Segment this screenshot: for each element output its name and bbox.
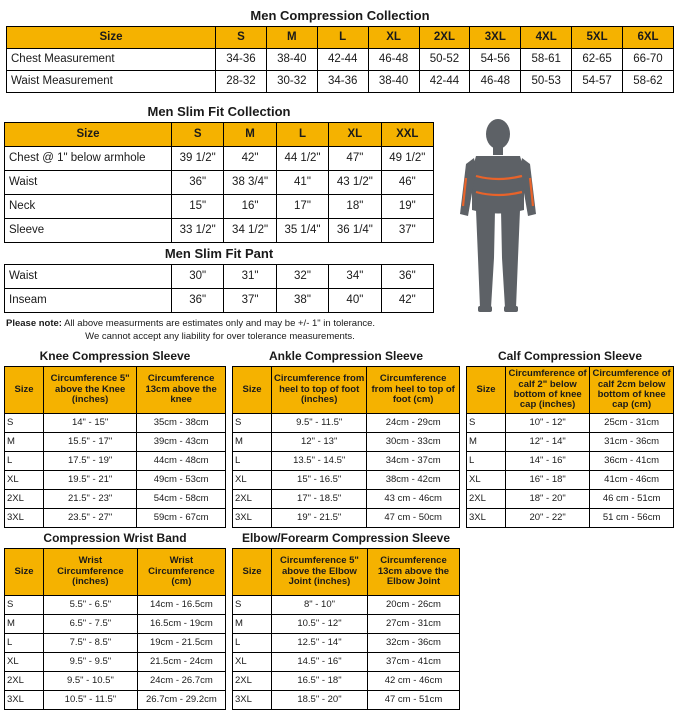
cell: 25cm - 31cm <box>590 414 674 433</box>
table-row <box>5 490 226 509</box>
cell: 40" <box>329 289 381 313</box>
cell: 12" - 14" <box>506 433 590 452</box>
row-label: 2XL <box>467 490 506 509</box>
row-label: M <box>233 615 272 634</box>
cell: 20cm - 26cm <box>367 596 459 615</box>
elbow-sleeve-section <box>232 530 460 710</box>
col-header: Wrist Circumference (inches) <box>44 549 138 596</box>
table-header-row <box>233 549 460 596</box>
table-row <box>233 414 460 433</box>
cell: 46-48 <box>470 71 521 93</box>
cell: 10.5" - 11.5" <box>44 691 138 710</box>
cell: 24cm - 29cm <box>367 414 460 433</box>
cell: 30-32 <box>266 71 317 93</box>
cell: 17" <box>276 195 328 219</box>
table-row <box>5 615 226 634</box>
table-row <box>233 490 460 509</box>
cell: 43 1/2" <box>329 171 381 195</box>
calf-sleeve-title: Calf Compression Sleeve <box>497 349 643 363</box>
cell: 18.5" - 20" <box>272 691 368 710</box>
cell: 54cm - 58cm <box>137 490 226 509</box>
note-line-2: We cannot accept any liability for over tolerance measurements. <box>85 330 355 342</box>
cell: 14" - 16" <box>506 452 590 471</box>
row-label: S <box>5 414 44 433</box>
cell: 35 1/4" <box>276 219 328 243</box>
row-label: XL <box>5 471 44 490</box>
table-header-row <box>5 367 226 414</box>
cell: 47 cm - 50cm <box>367 509 460 528</box>
col-header: 3XL <box>470 27 521 49</box>
ankle-sleeve-title: Ankle Compression Sleeve <box>268 349 424 363</box>
cell: 58-61 <box>521 49 572 71</box>
calf-sleeve-section <box>466 348 674 528</box>
table-row <box>467 471 674 490</box>
cell: 27cm - 31cm <box>367 615 459 634</box>
row-label: S <box>467 414 506 433</box>
col-header: M <box>266 27 317 49</box>
cell: 7.5" - 8.5" <box>44 634 138 653</box>
row-label: L <box>467 452 506 471</box>
row-label: Waist Measurement <box>7 71 216 93</box>
cell: 30cm - 33cm <box>367 433 460 452</box>
cell: 50-53 <box>521 71 572 93</box>
cell: 62-65 <box>572 49 623 71</box>
col-header: XL <box>368 27 419 49</box>
cell: 58-62 <box>623 71 674 93</box>
col-header: S <box>216 27 267 49</box>
cell: 14cm - 16.5cm <box>137 596 225 615</box>
cell: 38 3/4" <box>224 171 276 195</box>
cell: 39 1/2" <box>172 147 224 171</box>
row-label: 3XL <box>5 509 44 528</box>
row-label: Neck <box>5 195 172 219</box>
row-label: Sleeve <box>5 219 172 243</box>
row-label: 2XL <box>233 490 272 509</box>
wrist-band-section <box>4 530 226 710</box>
cell: 33 1/2" <box>172 219 224 243</box>
table-row <box>233 653 460 672</box>
row-label: 2XL <box>5 672 44 691</box>
table-row <box>233 672 460 691</box>
col-header: XXL <box>381 123 433 147</box>
cell: 23.5" - 27" <box>44 509 137 528</box>
col-header: Size <box>7 27 216 49</box>
men-compression-table <box>6 26 674 93</box>
cell: 28-32 <box>216 71 267 93</box>
cell: 31" <box>224 265 276 289</box>
row-label: Chest @ 1" below armhole <box>5 147 172 171</box>
cell: 34-36 <box>216 49 267 71</box>
table-row <box>5 289 434 313</box>
cell: 31cm - 36cm <box>590 433 674 452</box>
table-row <box>5 452 226 471</box>
row-label: 3XL <box>5 691 44 710</box>
cell: 8" - 10" <box>272 596 368 615</box>
cell: 38cm - 42cm <box>367 471 460 490</box>
ankle-sleeve-table <box>232 366 460 528</box>
cell: 32" <box>276 265 328 289</box>
elbow-sleeve-table <box>232 548 460 710</box>
men-slim-fit-title: Men Slim Fit Collection <box>147 104 291 119</box>
cell: 37" <box>381 219 433 243</box>
col-header: 2XL <box>419 27 470 49</box>
cell: 16" <box>224 195 276 219</box>
wrist-band-table <box>4 548 226 710</box>
cell: 19" <box>381 195 433 219</box>
col-header: L <box>317 27 368 49</box>
cell: 36cm - 41cm <box>590 452 674 471</box>
cell: 26.7cm - 29.2cm <box>137 691 225 710</box>
col-header: Circumference 13cm above the Elbow Joint <box>367 549 459 596</box>
cell: 14" - 15" <box>44 414 137 433</box>
cell: 16.5" - 18" <box>272 672 368 691</box>
col-header: Wrist Circumference (cm) <box>137 549 225 596</box>
cell: 66-70 <box>623 49 674 71</box>
row-label: 3XL <box>233 691 272 710</box>
cell: 17.5" - 19" <box>44 452 137 471</box>
cell: 10.5" - 12" <box>272 615 368 634</box>
cell: 51 cm - 56cm <box>590 509 674 528</box>
cell: 34cm - 37cm <box>367 452 460 471</box>
row-label: XL <box>233 653 272 672</box>
row-label: XL <box>467 471 506 490</box>
calf-sleeve-table <box>466 366 674 528</box>
cell: 15.5" - 17" <box>44 433 137 452</box>
cell: 34 1/2" <box>224 219 276 243</box>
col-header: 5XL <box>572 27 623 49</box>
cell: 54-57 <box>572 71 623 93</box>
cell: 18" <box>329 195 381 219</box>
row-label: L <box>5 452 44 471</box>
table-row <box>5 414 226 433</box>
table-row <box>5 147 434 171</box>
table-header-row <box>467 367 674 414</box>
row-label: L <box>233 452 272 471</box>
col-header: Circumference from heel to top of foot (inches) <box>272 367 367 414</box>
col-header: 6XL <box>623 27 674 49</box>
cell: 14.5" - 16" <box>272 653 368 672</box>
cell: 42-44 <box>419 71 470 93</box>
table-row <box>233 471 460 490</box>
cell: 16" - 18" <box>506 471 590 490</box>
cell: 46" <box>381 171 433 195</box>
mannequin-illustration <box>438 118 558 318</box>
col-header: Circumference from heel to top of foot (cm) <box>367 367 460 414</box>
cell: 38-40 <box>266 49 317 71</box>
cell: 18" - 20" <box>506 490 590 509</box>
cell: 46-48 <box>368 49 419 71</box>
row-label: S <box>5 596 44 615</box>
cell: 38" <box>276 289 328 313</box>
col-header: M <box>224 123 276 147</box>
table-header-row <box>5 123 434 147</box>
cell: 15" - 16.5" <box>272 471 367 490</box>
col-header: Circumference 13cm above the knee <box>137 367 226 414</box>
table-row <box>7 49 674 71</box>
cell: 49cm - 53cm <box>137 471 226 490</box>
cell: 36 1/4" <box>329 219 381 243</box>
row-label: S <box>233 414 272 433</box>
cell: 15" <box>172 195 224 219</box>
table-row <box>5 471 226 490</box>
table-row <box>5 672 226 691</box>
mannequin-figure <box>438 118 558 318</box>
row-label: L <box>233 634 272 653</box>
knee-sleeve-section <box>4 348 226 528</box>
men-slim-pant-title: Men Slim Fit Pant <box>164 246 274 261</box>
cell: 49 1/2" <box>381 147 433 171</box>
col-header: 4XL <box>521 27 572 49</box>
table-header-row <box>233 367 460 414</box>
cell: 59cm - 67cm <box>137 509 226 528</box>
cell: 42" <box>381 289 433 313</box>
cell: 47 cm - 51cm <box>367 691 459 710</box>
row-label: M <box>5 615 44 634</box>
cell: 44cm - 48cm <box>137 452 226 471</box>
cell: 17" - 18.5" <box>272 490 367 509</box>
col-header: S <box>172 123 224 147</box>
table-row <box>233 452 460 471</box>
col-header: L <box>276 123 328 147</box>
row-label: Chest Measurement <box>7 49 216 71</box>
table-row <box>5 433 226 452</box>
table-row <box>5 691 226 710</box>
table-row <box>5 653 226 672</box>
ankle-sleeve-section <box>232 348 460 528</box>
men-slim-fit-table <box>4 122 434 243</box>
cell: 32cm - 36cm <box>367 634 459 653</box>
row-label: Waist <box>5 265 172 289</box>
table-header-row <box>7 27 674 49</box>
men-compression-section <box>6 6 674 93</box>
table-row <box>233 509 460 528</box>
cell: 38-40 <box>368 71 419 93</box>
col-header: Circumference of calf 2cm below bottom of knee cap (cm) <box>590 367 674 414</box>
col-header: Circumference 5" above the Knee (inches) <box>44 367 137 414</box>
cell: 43 cm - 46cm <box>367 490 460 509</box>
col-header: XL <box>329 123 381 147</box>
col-header: Circumference 5" above the Elbow Joint (inches) <box>272 549 368 596</box>
men-slim-fit-section <box>4 102 434 243</box>
col-header: Size <box>233 367 272 414</box>
cell: 42" <box>224 147 276 171</box>
cell: 34-36 <box>317 71 368 93</box>
row-label: Waist <box>5 171 172 195</box>
row-label: 3XL <box>467 509 506 528</box>
table-row <box>233 691 460 710</box>
row-label: 2XL <box>233 672 272 691</box>
cell: 10" - 12" <box>506 414 590 433</box>
cell: 30" <box>172 265 224 289</box>
row-label: L <box>5 634 44 653</box>
table-row <box>5 195 434 219</box>
cell: 12" - 13" <box>272 433 367 452</box>
cell: 44 1/2" <box>276 147 328 171</box>
cell: 9.5" - 11.5" <box>272 414 367 433</box>
row-label: XL <box>5 653 44 672</box>
cell: 41cm - 46cm <box>590 471 674 490</box>
cell: 35cm - 38cm <box>137 414 226 433</box>
table-header-row <box>5 549 226 596</box>
cell: 12.5" - 14" <box>272 634 368 653</box>
cell: 46 cm - 51cm <box>590 490 674 509</box>
cell: 36" <box>381 265 433 289</box>
col-header: Size <box>5 123 172 147</box>
table-row <box>5 265 434 289</box>
table-row <box>233 615 460 634</box>
col-header: Circumference of calf 2" below bottom of knee cap (inches) <box>506 367 590 414</box>
col-header: Size <box>5 367 44 414</box>
table-row <box>467 433 674 452</box>
row-label: S <box>233 596 272 615</box>
elbow-sleeve-title: Elbow/Forearm Compression Sleeve <box>241 531 451 545</box>
cell: 39cm - 43cm <box>137 433 226 452</box>
table-row <box>467 414 674 433</box>
wrist-band-title: Compression Wrist Band <box>43 531 187 545</box>
men-compression-title: Men Compression Collection <box>250 8 430 23</box>
cell: 50-52 <box>419 49 470 71</box>
table-row <box>5 509 226 528</box>
col-header: Size <box>233 549 272 596</box>
table-row <box>467 452 674 471</box>
cell: 36" <box>172 289 224 313</box>
table-row <box>233 634 460 653</box>
table-row <box>5 634 226 653</box>
cell: 42-44 <box>317 49 368 71</box>
men-slim-pant-table <box>4 264 434 313</box>
table-row <box>5 596 226 615</box>
knee-sleeve-table <box>4 366 226 528</box>
cell: 47" <box>329 147 381 171</box>
cell: 6.5" - 7.5" <box>44 615 138 634</box>
cell: 19cm - 21.5cm <box>137 634 225 653</box>
cell: 36" <box>172 171 224 195</box>
table-row <box>5 219 434 243</box>
cell: 24cm - 26.7cm <box>137 672 225 691</box>
cell: 41" <box>276 171 328 195</box>
col-header: Size <box>5 549 44 596</box>
cell: 9.5" - 10.5" <box>44 672 138 691</box>
cell: 19" - 21.5" <box>272 509 367 528</box>
note-line-1: All above measurments are estimates only and may be +/- 1" in tolerance. <box>61 318 376 329</box>
cell: 34" <box>329 265 381 289</box>
cell: 9.5" - 9.5" <box>44 653 138 672</box>
table-row <box>467 490 674 509</box>
row-label: 2XL <box>5 490 44 509</box>
cell: 21.5cm - 24cm <box>137 653 225 672</box>
row-label: XL <box>233 471 272 490</box>
note-bold-label: Please note: <box>6 318 62 329</box>
cell: 19.5" - 21" <box>44 471 137 490</box>
row-label: Inseam <box>5 289 172 313</box>
cell: 37" <box>224 289 276 313</box>
row-label: M <box>233 433 272 452</box>
row-label: 3XL <box>233 509 272 528</box>
cell: 21.5" - 23" <box>44 490 137 509</box>
cell: 13.5" - 14.5" <box>272 452 367 471</box>
table-row <box>5 171 434 195</box>
table-row <box>233 596 460 615</box>
table-row <box>7 71 674 93</box>
tolerance-note <box>6 318 434 344</box>
table-row <box>467 509 674 528</box>
row-label: M <box>5 433 44 452</box>
cell: 42 cm - 46cm <box>367 672 459 691</box>
col-header: Size <box>467 367 506 414</box>
cell: 5.5" - 6.5" <box>44 596 138 615</box>
cell: 16.5cm - 19cm <box>137 615 225 634</box>
row-label: M <box>467 433 506 452</box>
cell: 20" - 22" <box>506 509 590 528</box>
cell: 54-56 <box>470 49 521 71</box>
men-slim-pant-section <box>4 244 434 313</box>
table-row <box>233 433 460 452</box>
cell: 37cm - 41cm <box>367 653 459 672</box>
knee-sleeve-title: Knee Compression Sleeve <box>39 349 191 363</box>
